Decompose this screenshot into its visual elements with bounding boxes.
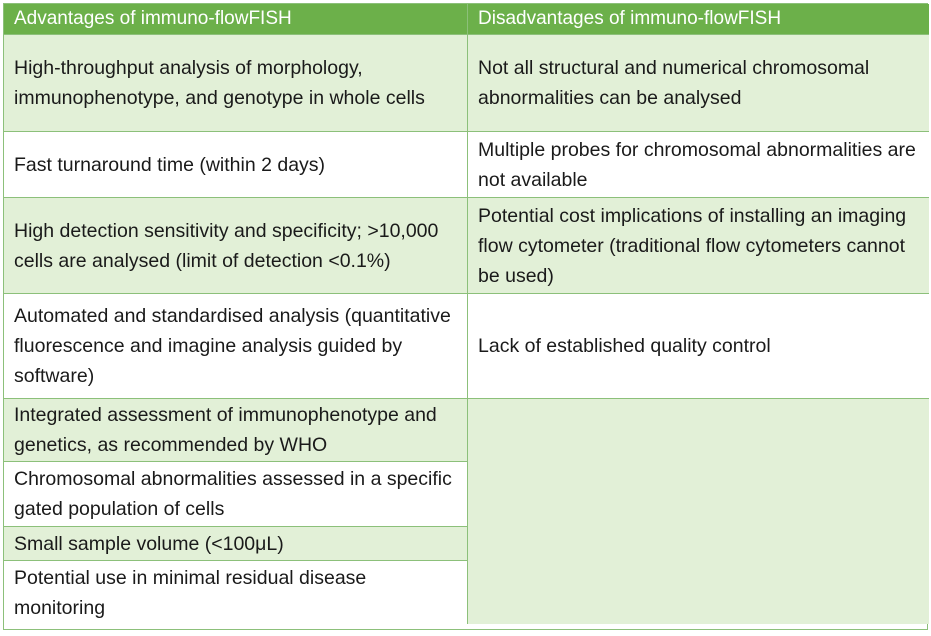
advantage-cell: High-throughput analysis of morphology, immunophenotype, and genotype in whole cells <box>4 35 468 132</box>
empty-disadvantage-cell <box>468 399 929 624</box>
advantage-cell: High detection sensitivity and specificity; >10,000 cells are analysed (limit of detection <0.1%) <box>4 198 468 294</box>
comparison-table <box>3 3 928 630</box>
disadvantage-cell: Not all structural and numerical chromosomal abnormalities can be analysed <box>468 35 929 132</box>
advantage-cell: Integrated assessment of immunophenotype and genetics, as recommended by WHO <box>4 399 468 462</box>
advantage-cell: Potential use in minimal residual disease monitoring <box>4 561 468 624</box>
disadvantage-cell: Multiple probes for chromosomal abnormalities are not available <box>468 132 929 198</box>
disadvantage-cell: Potential cost implications of installing an imaging flow cytometer (traditional flow cytometers cannot be used) <box>468 198 929 294</box>
advantage-cell: Chromosomal abnormalities assessed in a specific gated population of cells <box>4 462 468 527</box>
header-disadvantages: Disadvantages of immuno-flowFISH <box>468 4 929 35</box>
advantage-cell: Automated and standardised analysis (quantitative fluorescence and imagine analysis guided by software) <box>4 294 468 399</box>
disadvantage-cell: Lack of established quality control <box>468 294 929 399</box>
advantage-cell: Fast turnaround time (within 2 days) <box>4 132 468 198</box>
advantage-cell: Small sample volume (<100μL) <box>4 527 468 561</box>
header-advantages: Advantages of immuno-flowFISH <box>4 4 468 35</box>
